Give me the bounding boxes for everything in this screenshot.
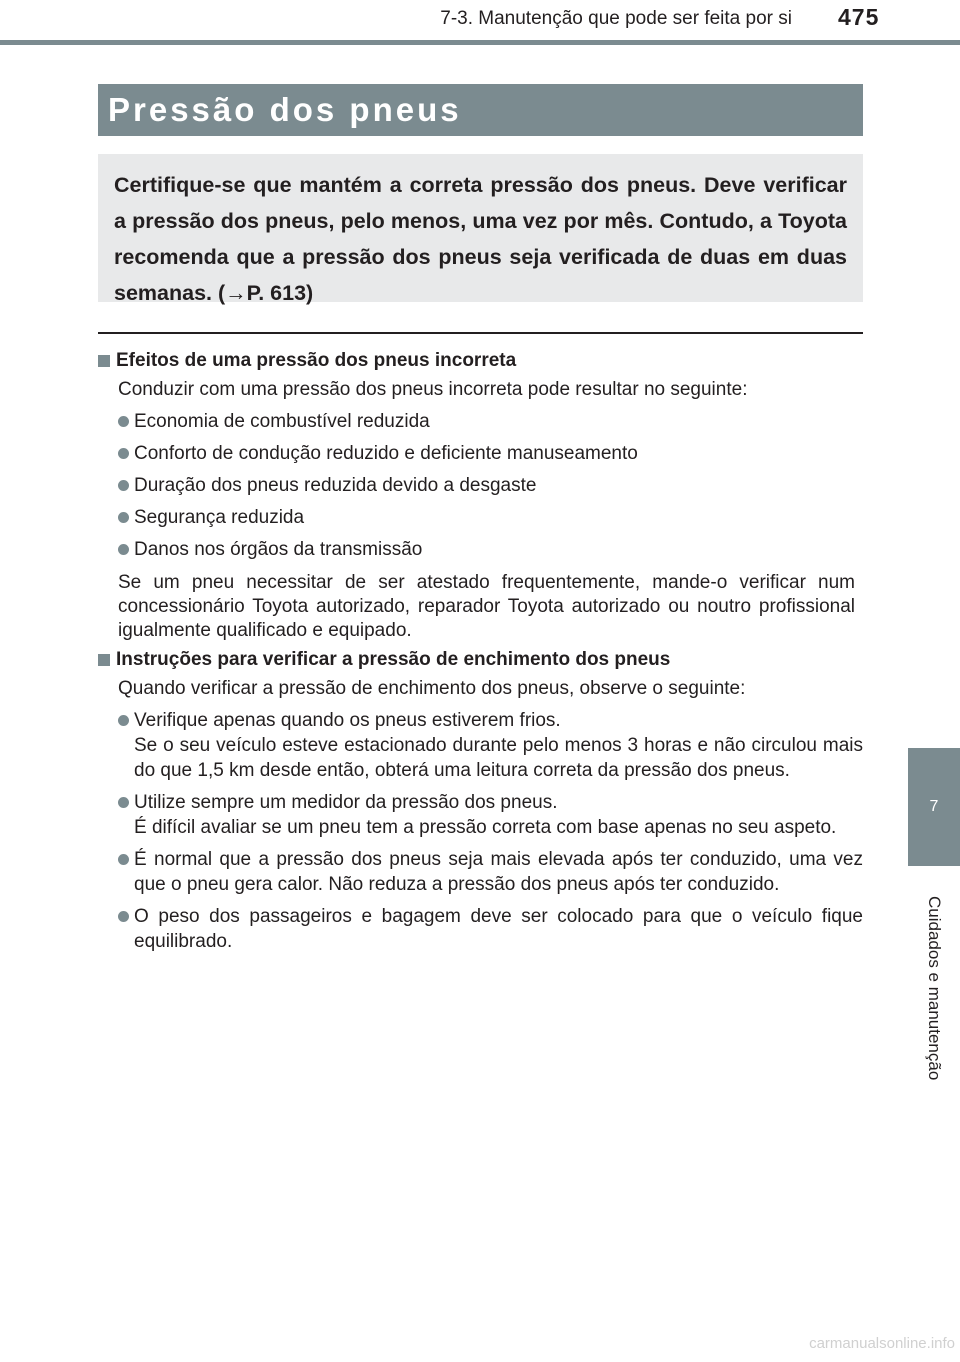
list-item <box>118 409 863 434</box>
circle-bullet-icon <box>118 715 129 726</box>
list-item <box>118 473 863 498</box>
content <box>98 344 863 954</box>
list-item <box>118 790 863 840</box>
square-bullet-icon <box>98 654 110 666</box>
circle-bullet-icon <box>118 512 129 523</box>
watermark: carmanualsonline.info <box>809 1335 955 1352</box>
chapter-tab-number: 7 <box>908 748 960 866</box>
section-divider <box>98 332 863 334</box>
section-lead: Quando verificar a pressão de enchimento dos pneus, observe o seguinte: <box>118 678 746 699</box>
section-heading <box>98 348 863 374</box>
list-item-text: Verifique apenas quando os pneus estiverem frios. <box>134 710 561 731</box>
list-item-text: Utilize sempre um medidor da pressão dos pneus. <box>134 792 558 813</box>
circle-bullet-icon <box>118 854 129 865</box>
section-heading <box>98 647 863 673</box>
circle-bullet-icon <box>118 797 129 808</box>
list-item-text: Danos nos órgãos da transmissão <box>134 539 423 560</box>
list-item-text: Economia de combustível reduzida <box>134 411 430 432</box>
chapter-tab <box>908 868 960 1108</box>
list-item-detail: Se o seu veículo esteve estacionado durante pelo menos 3 horas e não circulou mais do que 1,5 km desde então, obterá uma leitura correta da pressão dos pneus. <box>134 735 863 781</box>
list-item-detail: É difícil avaliar se um pneu tem a pressão correta com base apenas no seu aspeto. <box>134 817 837 838</box>
list-item-text: Segurança reduzida <box>134 507 305 528</box>
list-item <box>118 505 863 530</box>
list-item <box>118 847 863 897</box>
section-note: Se um pneu necessitar de ser atestado frequentemente, mande-o verificar num concessionário Toyota autorizado, reparador Toyota autorizado ou noutro profissional igualmente qualificado e equipado. <box>118 572 855 641</box>
header-rule <box>0 40 960 45</box>
section-heading-text: Efeitos de uma pressão dos pneus incorreta <box>116 350 517 371</box>
circle-bullet-icon <box>118 911 129 922</box>
chapter-tab-label: Cuidados e manutenção <box>925 895 944 1081</box>
intro-text: Certifique-se que mantém a correta pressão dos pneus. Deve verificar a pressão dos pneus, pelo menos, uma vez por mês. Contudo, a Toyota recomenda que a pressão dos pneus seja verificada de duas em duas semanas. (→P. 613) <box>114 173 847 305</box>
circle-bullet-icon <box>118 416 129 427</box>
section-effects <box>98 348 863 643</box>
section-lead: Conduzir com uma pressão dos pneus incorreta pode resultar no seguinte: <box>118 379 748 400</box>
list-item-text: É normal que a pressão dos pneus seja mais elevada após ter conduzido, uma vez que o pneu gera calor. Não reduza a pressão dos pneus após ter conduzido. <box>134 849 863 895</box>
header-section-title: 7-3. Manutenção que pode ser feita por si <box>440 8 792 29</box>
list-item <box>118 537 863 562</box>
intro-box <box>98 154 863 305</box>
section-heading-text: Instruções para verificar a pressão de enchimento dos pneus <box>116 649 671 670</box>
list-item <box>118 904 863 954</box>
list-item-text: Duração dos pneus reduzida devido a desgaste <box>134 475 537 496</box>
list-item-text: Conforto de condução reduzido e deficiente manuseamento <box>134 443 638 464</box>
circle-bullet-icon <box>118 448 129 459</box>
circle-bullet-icon <box>118 480 129 491</box>
list-item <box>118 441 863 466</box>
page-title: Pressão dos pneus <box>98 84 863 136</box>
section-instructions <box>98 647 863 954</box>
page-number: 475 <box>838 4 880 30</box>
circle-bullet-icon <box>118 544 129 555</box>
square-bullet-icon <box>98 355 110 367</box>
list-item <box>118 708 863 783</box>
list-item-text: O peso dos passageiros e bagagem deve ser colocado para que o veículo fique equilibrado. <box>134 906 863 952</box>
